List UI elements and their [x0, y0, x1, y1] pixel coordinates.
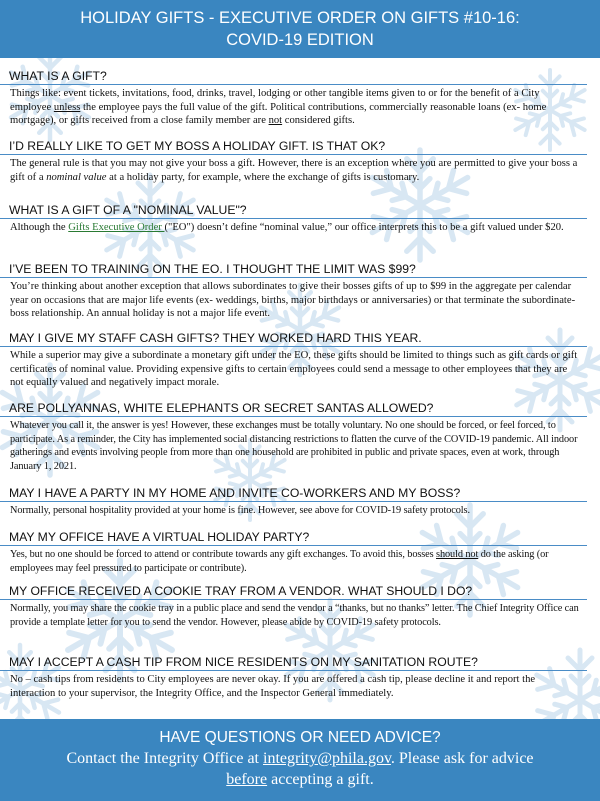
faq-question: I’VE BEEN TO TRAINING ON THE EO. I THOUGHT THE LIMIT WAS $99?: [0, 262, 587, 278]
faq-question: MAY MY OFFICE HAVE A VIRTUAL HOLIDAY PARTY?: [0, 530, 587, 546]
faq-section-staff-cash-gifts: [0, 331, 600, 390]
footer-advice-line: [0, 769, 600, 790]
answer-emphasis: should not: [436, 549, 479, 560]
faq-answer: Normally, personal hospitality provided at your home is fine. However, see above for COVID-19 safety protocols.: [10, 505, 470, 516]
faq-section-nominal-value: [0, 203, 600, 235]
faq-question: MAY I ACCEPT A CASH TIP FROM NICE RESIDENTS ON MY SANITATION ROUTE?: [0, 655, 587, 671]
faq-answer: No – cash tips from residents to City employees are never okay. If you are offered a cash tip, please decline it and report the interaction to your supervisor, the Integrity Office, and the Inspector General immediately.: [10, 674, 536, 699]
title-line-1: HOLIDAY GIFTS - EXECUTIVE ORDER ON GIFTS #10-16:: [80, 9, 520, 27]
faq-answer: Whatever you call it, the answer is yes! However, these exchanges must be totally voluntary. No one should be forced, or feel forced, to participate. As a reminder, the City has implemented social distancing restrictions to flatten the curve of the COVID-19 pandemic. All indoor gatherings and events involving people from more than one household are prohibited in public and private spaces, even at work, through January 1, 2021.: [10, 420, 578, 472]
faq-answer: Normally, you may share the cookie tray in a public place and send the vendor a “thanks, but no thanks” letter. The Chief Integrity Office can provide a template letter for you to send the vendor. However, please abide by COVID-19 safety protocols.: [10, 603, 579, 628]
answer-text: at a holiday party, for example, where the exchange of gifts is customary.: [106, 171, 420, 183]
faq-section-virtual-party: [0, 530, 600, 575]
faq-question: MAY I GIVE MY STAFF CASH GIFTS? THEY WORKED HARD THIS YEAR.: [0, 331, 587, 347]
faq-answer: [0, 546, 586, 575]
footer-emphasis: before: [226, 771, 268, 788]
answer-text: Yes, but no one should be forced to attend or contribute towards any gift exchanges. To avoid this, bosses: [10, 549, 437, 560]
faq-question: WHAT IS A GIFT OF A "NOMINAL VALUE"?: [0, 203, 587, 219]
answer-text: considered gifts.: [282, 115, 355, 126]
faq-answer: [0, 155, 586, 184]
faq-answer: [0, 85, 586, 128]
title-line-2: COVID-19 EDITION: [226, 31, 374, 49]
faq-question: MY OFFICE RECEIVED A COOKIE TRAY FROM A VENDOR. WHAT SHOULD I DO?: [0, 584, 587, 600]
faq-question: MAY I HAVE A PARTY IN MY HOME AND INVITE CO-WORKERS AND MY BOSS?: [0, 486, 587, 502]
faq-question: WHAT IS A GIFT?: [0, 69, 587, 85]
footer-contact-line: [0, 748, 600, 769]
footer-heading: HAVE QUESTIONS OR NEED ADVICE?: [159, 729, 441, 746]
faq-section-what-is-gift: [0, 69, 600, 128]
footer-text: Contact the Integrity Office at: [66, 750, 263, 767]
answer-emphasis: nominal value: [46, 171, 107, 183]
faq-question: ARE POLLYANNAS, WHITE ELEPHANTS OR SECRET SANTAS ALLOWED?: [0, 401, 587, 417]
faq-section-pollyannas: [0, 401, 600, 473]
faq-section-cookie-tray: [0, 584, 600, 629]
faq-answer: [0, 219, 586, 235]
faq-answer: While a superior may give a subordinate a monetary gift under the EO, these gifts should be limited to things such as gift cards or gift certificates of nominal value. Providing expensive gifts to certain employees could send a message to other employees that they are not equally valued and negatively impact morale.: [10, 350, 578, 388]
title-banner: [0, 0, 600, 58]
contact-banner: [0, 719, 600, 801]
answer-text: Things like: event tickets, invitations, food, drinks, travel, lodging or other tangible items given to or for the benefit of a City employee: [10, 88, 540, 113]
answer-emphasis: unless: [53, 101, 81, 113]
faq-section-boss-gift: [0, 139, 600, 184]
faq-section-cash-tip: [0, 655, 600, 700]
faq-content: [0, 58, 600, 718]
answer-text: Although the: [10, 222, 69, 233]
faq-question: I’D REALLY LIKE TO GET MY BOSS A HOLIDAY GIFT. IS THAT OK?: [0, 139, 587, 155]
footer-text: accepting a gift.: [267, 771, 374, 788]
answer-text: The general rule is that you may not give your boss a gift. However, there is an exception where you are permitted to give your boss a gift of a: [10, 158, 578, 183]
gifts-executive-order-link[interactable]: Gifts Executive Order: [68, 222, 165, 233]
faq-section-training-limit: [0, 262, 600, 321]
faq-answer: You’re thinking about another exception that allows subordinates to give their bosses gifts of up to $99 in the aggregate per calendar year on occasions that are major life events (ex- weddings, births, major birthdays or anniversaries) or that terminate the subordinate-boss relationship. An annual holiday is not a major life event.: [10, 281, 576, 319]
answer-text: do the asking (or employees may feel pressured to participate or contribute).: [10, 549, 549, 574]
footer-text: . Please ask for advice: [390, 750, 534, 767]
answer-emphasis: not: [268, 115, 283, 126]
answer-text: ("EO") doesn’t define “nominal value,” our office interprets this to be a gift valued under $20.: [164, 222, 564, 233]
faq-section-home-party: [0, 486, 600, 518]
answer-text: the employee pays the full value of the gift. Political contributions, commercially reasonable loans (ex- home mortgage), or gifts received from a close family member are: [10, 101, 547, 126]
integrity-email-link[interactable]: integrity@phila.gov: [263, 750, 391, 767]
